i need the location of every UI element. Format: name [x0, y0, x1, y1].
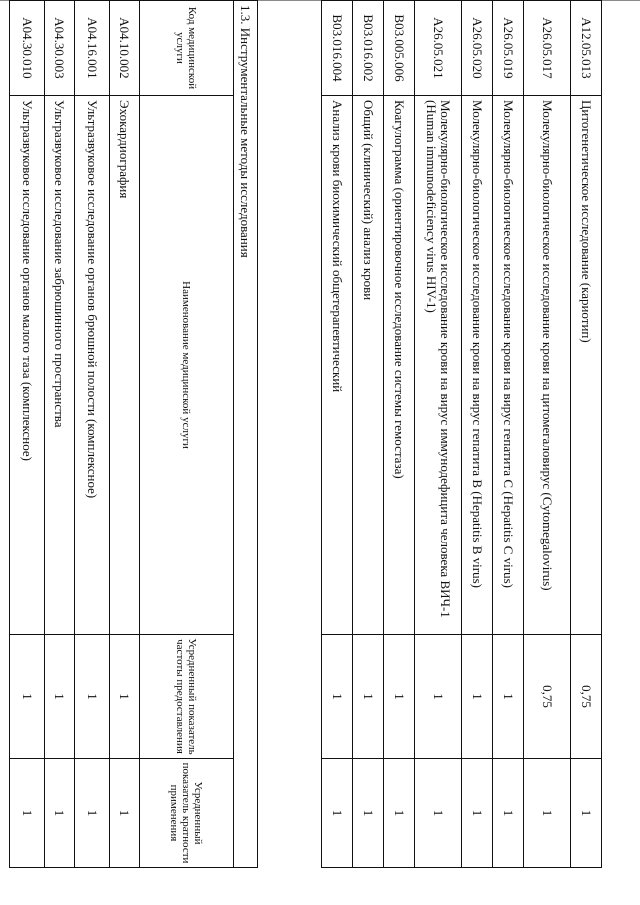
table-row	[75, 1, 110, 868]
table-row	[415, 1, 462, 868]
service-code: A26.05.017	[524, 1, 571, 96]
service-code: A26.05.020	[462, 1, 493, 96]
frequency-value: 1	[462, 635, 493, 759]
service-name: Общий (клинический) анализ крови	[353, 96, 384, 635]
service-code: A04.10.002	[110, 1, 140, 96]
table-row	[110, 1, 140, 868]
table-row	[45, 1, 75, 868]
multiplicity-value: 1	[524, 759, 571, 868]
service-code: A04.30.010	[10, 1, 45, 96]
table-row	[353, 1, 384, 868]
table-row	[10, 1, 45, 868]
table-row	[524, 1, 571, 868]
lab-tests-table	[321, 0, 602, 868]
table-caption-row	[234, 1, 258, 868]
multiplicity-value: 1	[110, 759, 140, 868]
multiplicity-value: 1	[462, 759, 493, 868]
multiplicity-value: 1	[353, 759, 384, 868]
service-name: Цитогенетическое исследование (кариотип)	[571, 96, 602, 635]
multiplicity-value: 1	[384, 759, 415, 868]
service-code: A26.05.021	[415, 1, 462, 96]
service-name: Молекулярно-биологическое исследование крови на вирус гепатита C (Hepatitis C virus)	[493, 96, 524, 635]
service-name: Молекулярно-биологическое исследование крови на вирус иммунодефицита человека ВИЧ-1 (Human immunodeficiency virus HIV-1)	[415, 96, 462, 635]
header-code: Код медицинской услуги	[140, 1, 234, 96]
service-name: Молекулярно-биологическое исследование крови на цитомегаловирус (Cytomegalovirus)	[524, 96, 571, 635]
service-code: A04.30.003	[45, 1, 75, 96]
service-name: Коагулограмма (ориентировочное исследование системы гемостаза)	[384, 96, 415, 635]
table-header-row	[140, 1, 234, 868]
service-name: Молекулярно-биологическое исследование крови на вирус гепатита B (Hepatitis B virus)	[462, 96, 493, 635]
table-row	[571, 1, 602, 868]
multiplicity-value: 1	[75, 759, 110, 868]
multiplicity-value: 1	[571, 759, 602, 868]
multiplicity-value: 1	[493, 759, 524, 868]
service-code: A26.05.019	[493, 1, 524, 96]
service-code: A12.05.013	[571, 1, 602, 96]
frequency-value: 1	[110, 635, 140, 759]
service-code: B03.016.004	[322, 1, 353, 96]
frequency-value: 1	[75, 635, 110, 759]
frequency-value: 1	[493, 635, 524, 759]
frequency-value: 0,75	[524, 635, 571, 759]
multiplicity-value: 1	[10, 759, 45, 868]
service-code: B03.005.006	[384, 1, 415, 96]
service-code: A04.16.001	[75, 1, 110, 96]
multiplicity-value: 1	[415, 759, 462, 868]
table-row	[493, 1, 524, 868]
service-name: Ультразвуковое исследование органов малого таза (комплексное)	[10, 96, 45, 635]
instrumental-methods-table	[9, 0, 258, 868]
section-caption: 1.3. Инструментальные методы исследования	[234, 1, 258, 868]
service-name: Эхокардиография	[110, 96, 140, 635]
table-row	[322, 1, 353, 868]
service-name: Ультразвуковое исследование органов брюшной полости (комплексное)	[75, 96, 110, 635]
table-row	[384, 1, 415, 868]
service-code: B03.016.002	[353, 1, 384, 96]
header-multiplicity: Усредненный показатель кратности применения	[140, 759, 234, 868]
frequency-value: 1	[384, 635, 415, 759]
frequency-value: 1	[10, 635, 45, 759]
header-frequency: Усредненный показатель частоты предоставления	[140, 635, 234, 759]
frequency-value: 0,75	[571, 635, 602, 759]
header-name: Наименование медицинской услуги	[140, 96, 234, 635]
frequency-value: 1	[322, 635, 353, 759]
frequency-value: 1	[353, 635, 384, 759]
multiplicity-value: 1	[45, 759, 75, 868]
frequency-value: 1	[45, 635, 75, 759]
service-name: Ультразвуковое исследование забрюшинного пространства	[45, 96, 75, 635]
table-row	[462, 1, 493, 868]
service-name: Анализ крови биохимический общетерапевтический	[322, 96, 353, 635]
multiplicity-value: 1	[322, 759, 353, 868]
frequency-value: 1	[415, 635, 462, 759]
